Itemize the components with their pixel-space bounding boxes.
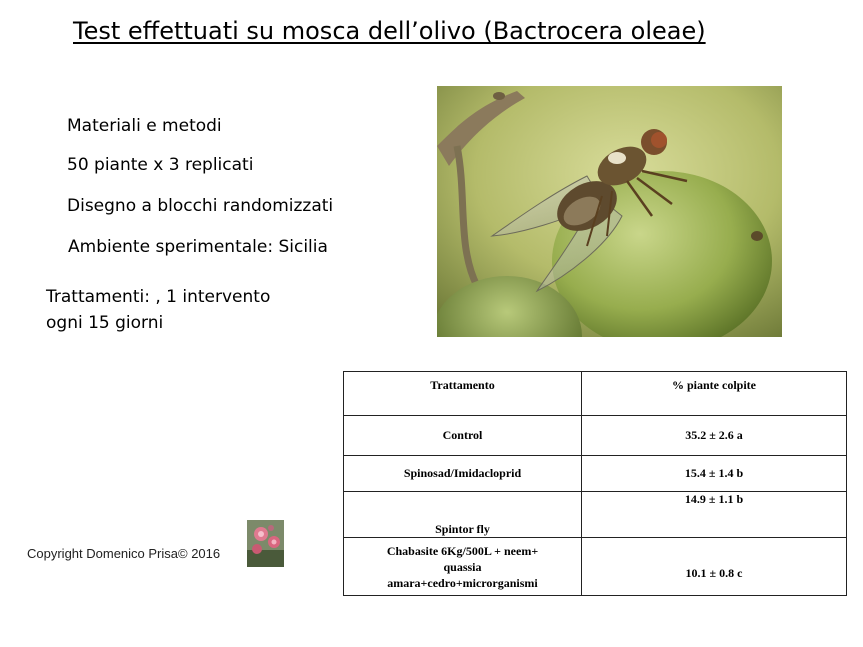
treatments-line-1: Trattamenti: , 1 intervento <box>46 287 271 307</box>
header-treatment: Trattamento <box>344 372 582 416</box>
treatment-cell <box>344 538 582 596</box>
bullet-materials-methods: Materiali e metodi <box>67 116 222 136</box>
treatment-cell: Spintor fly <box>344 492 582 538</box>
table-row <box>344 456 847 492</box>
value-cell: 10.1 ± 0.8 c <box>582 538 847 596</box>
bullet-design: Disegno a blocchi randomizzati <box>67 196 334 216</box>
results-table <box>343 371 847 596</box>
bullet-plants-replicates: 50 piante x 3 replicati <box>67 155 254 175</box>
table-row <box>344 492 847 538</box>
treatment-cell: Spinosad/Imidacloprid <box>344 456 582 492</box>
slide-title: Test effettuati su mosca dell’olivo (Bactrocera oleae) <box>73 17 706 45</box>
copyright-text: Copyright Domenico Prisa© 2016 <box>27 546 221 561</box>
bullet-environment: Ambiente sperimentale: Sicilia <box>68 237 328 257</box>
treatment-cell: Control <box>344 416 582 456</box>
value-cell: 14.9 ± 1.1 b <box>582 492 847 538</box>
treatment-line: amara+cedro+microrganismi <box>387 575 538 590</box>
treatments-line-2: ogni 15 giorni <box>46 313 164 333</box>
treatment-line: Chabasite 6Kg/500L + neem+ <box>386 543 539 558</box>
table-row <box>344 538 847 596</box>
value-cell: 15.4 ± 1.4 b <box>582 456 847 492</box>
value-cell: 35.2 ± 2.6 a <box>582 416 847 456</box>
flower-thumbnail <box>247 520 284 567</box>
olive-fly-photo <box>437 86 782 337</box>
table-row <box>344 416 847 456</box>
header-percent-affected: % piante colpite <box>582 372 847 416</box>
treatments-text <box>46 284 306 336</box>
treatment-line: quassia <box>443 559 482 574</box>
table-header-row <box>344 372 847 416</box>
